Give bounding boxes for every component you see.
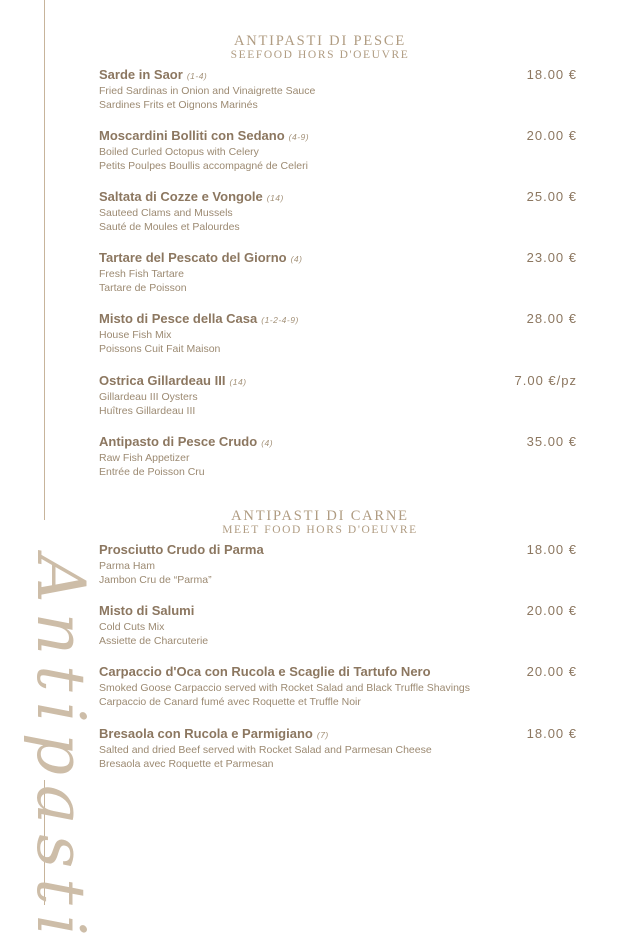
item-price: 18.00 € — [526, 67, 577, 82]
item-name: Sarde in Saor — [99, 67, 183, 82]
item-description-fr: Jambon Cru de “Parma” — [99, 574, 212, 586]
allergen-code: (4-9) — [288, 132, 310, 142]
item-name: Misto di Pesce della Casa — [99, 311, 258, 326]
menu-item — [99, 664, 579, 709]
item-price: 20.00 € — [526, 664, 577, 679]
item-description-fr: Carpaccio de Canard fumé avec Roquette et Truffle Noir — [99, 696, 361, 708]
item-name: Saltata di Cozze e Vongole — [99, 189, 263, 204]
item-description-fr: Poissons Cuit Fait Maison — [99, 343, 221, 355]
menu-item — [99, 434, 579, 479]
item-price: 20.00 € — [526, 128, 577, 143]
item-name: Bresaola con Rucola e Parmigiano — [99, 726, 313, 741]
item-description-en: Sauteed Clams and Mussels — [99, 207, 233, 219]
item-description-fr: Petits Poulpes Boullis accompagné de Celeri — [99, 160, 308, 172]
menu-item — [99, 603, 579, 648]
item-description-en: House Fish Mix — [99, 329, 172, 341]
item-description-en: Boiled Curled Octopus with Celery — [99, 146, 259, 158]
item-description-en: Smoked Goose Carpaccio served with Rocket Salad and Black Truffle Shavings — [99, 682, 470, 694]
item-description-fr: Sardines Frits et Oignons Marinés — [99, 99, 258, 111]
item-description-fr: Assiette de Charcuterie — [99, 635, 209, 647]
item-price: 20.00 € — [526, 603, 577, 618]
section-title-fr: SEEFOOD HORS D'OEUVRE — [230, 49, 410, 61]
item-description-en: Fresh Fish Tartare — [99, 268, 184, 280]
menu-item — [99, 189, 579, 234]
allergen-code: (14) — [229, 377, 247, 387]
side-section-word: Antipasti — [22, 555, 99, 946]
allergen-code: (4) — [261, 438, 274, 448]
item-price: 28.00 € — [526, 311, 577, 326]
item-description-en: Parma Ham — [99, 560, 156, 572]
menu-item — [99, 542, 579, 587]
menu-item — [99, 373, 579, 418]
section-title-it: ANTIPASTI DI CARNE — [231, 508, 409, 524]
item-description-fr: Bresaola avec Roquette et Parmesan — [99, 758, 274, 770]
item-description-en: Cold Cuts Mix — [99, 621, 165, 633]
decorative-vertical-line-top — [44, 0, 45, 520]
item-description-fr: Tartare de Poisson — [99, 282, 187, 294]
menu-item — [99, 726, 579, 771]
item-name: Tartare del Pescato del Giorno — [99, 250, 287, 265]
item-price: 23.00 € — [526, 250, 577, 265]
item-name: Antipasto di Pesce Crudo — [99, 434, 258, 449]
allergen-code: (7) — [316, 730, 329, 740]
item-name: Misto di Salumi — [99, 603, 195, 618]
item-description-fr: Huîtres Gillardeau III — [99, 405, 196, 417]
item-name: Ostrica Gillardeau III — [99, 373, 226, 388]
section-title-fr: MEET FOOD HORS D'OEUVRE — [222, 524, 418, 536]
menu-item — [99, 67, 579, 112]
section-title-it: ANTIPASTI DI PESCE — [233, 33, 407, 49]
item-name: Prosciutto Crudo di Parma — [99, 542, 264, 557]
item-price: 18.00 € — [526, 542, 577, 557]
allergen-code: (1-2-4-9) — [261, 315, 299, 325]
item-description-en: Raw Fish Appetizer — [99, 452, 190, 464]
item-name: Moscardini Bolliti con Sedano — [99, 128, 285, 143]
item-price: 25.00 € — [526, 189, 577, 204]
menu-item — [99, 311, 579, 356]
section-heading-carne — [0, 508, 640, 537]
item-description-en: Fried Sardinas in Onion and Vinaigrette Sauce — [99, 85, 316, 97]
item-price: 18.00 € — [526, 726, 577, 741]
allergen-code: (14) — [266, 193, 284, 203]
section-heading-pesce — [0, 33, 640, 62]
menu-item — [99, 250, 579, 295]
item-description-fr: Sauté de Moules et Palourdes — [99, 221, 240, 233]
item-price: 7.00 €/pz — [514, 373, 577, 388]
allergen-code: (4) — [290, 254, 303, 264]
item-name: Carpaccio d'Oca con Rucola e Scaglie di Tartufo Nero — [99, 664, 431, 679]
item-price: 35.00 € — [526, 434, 577, 449]
allergen-code: (1-4) — [186, 71, 208, 81]
item-description-en: Gillardeau III Oysters — [99, 391, 198, 403]
item-description-fr: Entrée de Poisson Cru — [99, 466, 205, 478]
item-description-en: Salted and dried Beef served with Rocket Salad and Parmesan Cheese — [99, 744, 432, 756]
menu-item — [99, 128, 579, 173]
